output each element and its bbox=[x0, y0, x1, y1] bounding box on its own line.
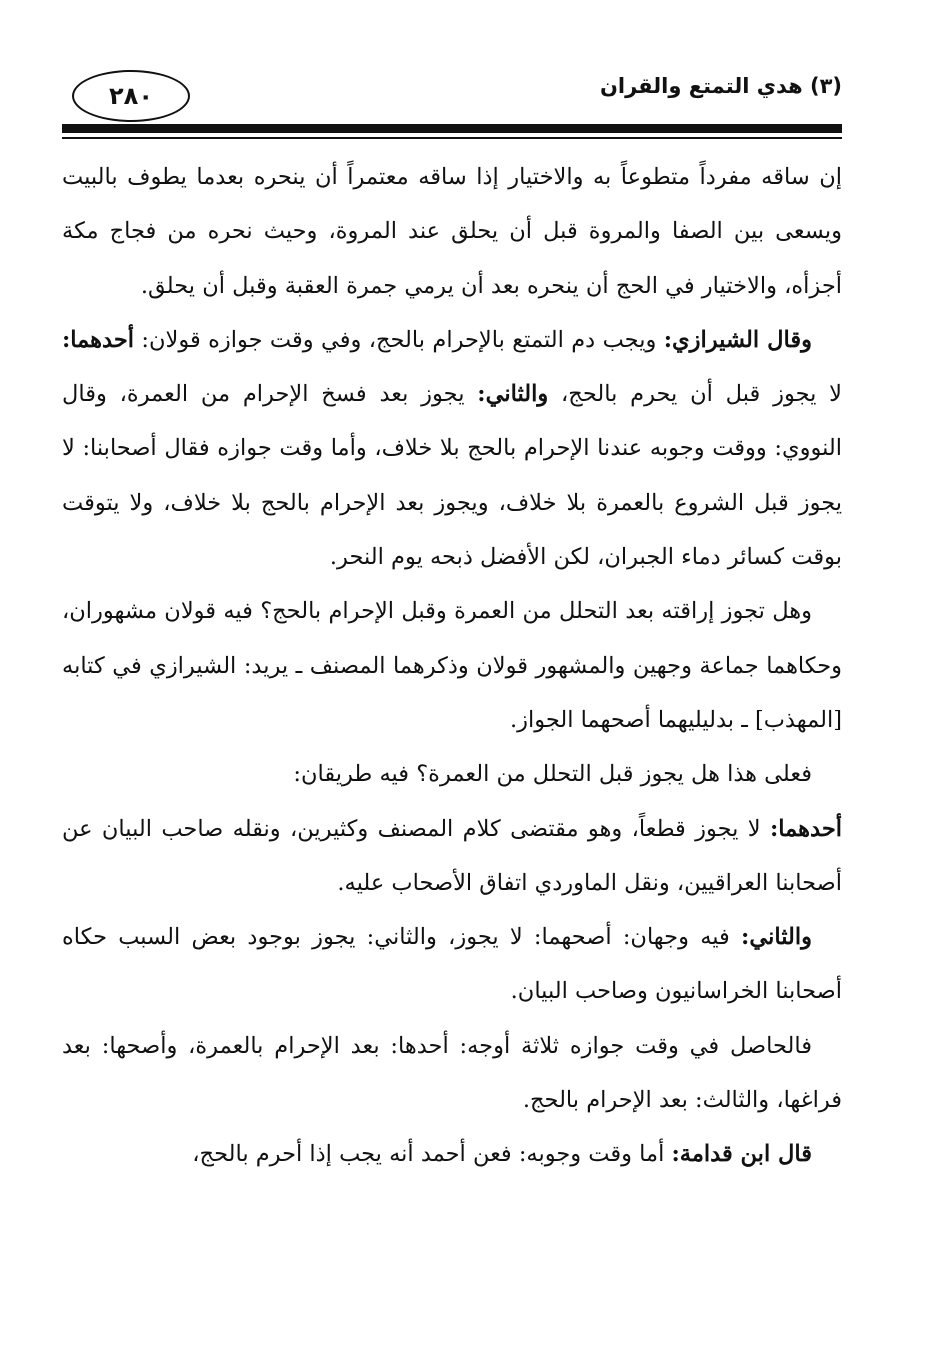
paragraph-5 bbox=[62, 802, 842, 911]
paragraph-text: فيه وجهان: أصحهما: لا يجوز، والثاني: يجوز بوجود بعض السبب حكاه أصحابنا الخراسانيون وصاحب البيان. bbox=[62, 924, 842, 1005]
paragraph-text: أما وقت وجوبه: فعن أحمد أنه يجب إذا أحرم بالحج، bbox=[192, 1141, 672, 1168]
paragraph-3 bbox=[62, 584, 842, 747]
paragraph-text: فعلى هذا هل يجوز قبل التحلل من العمرة؟ فيه طريقان: bbox=[293, 761, 812, 788]
running-title: (٣) هدي التمتع والقران bbox=[600, 74, 842, 98]
paragraph-6 bbox=[62, 910, 842, 1019]
paragraph-8 bbox=[62, 1127, 842, 1181]
paragraph-2 bbox=[62, 313, 842, 584]
paragraph-4 bbox=[62, 747, 842, 801]
paragraph-text: إن ساقه مفرداً متطوعاً به والاختيار إذا ساقه معتمراً أن ينحره بعدما يطوف بالبيت ويسعى بين الصفا والمروة قبل أن يحلق عند المروة، وحيث نحره من فجاج مكة أجزأه، والاختيار في الحج أن ينحره بعد أن يرمي جمرة العقبة وقبل أن يحلق. bbox=[62, 164, 842, 299]
paragraph-text: ويجب دم التمتع بالإحرام بالحج، وفي وقت جوازه قولان: bbox=[134, 326, 664, 353]
page-body bbox=[62, 150, 842, 1182]
page-number: ٢٨٠ bbox=[72, 70, 190, 122]
header-rule-thick bbox=[62, 124, 842, 133]
paragraph-lead: أحدهما: bbox=[62, 326, 135, 353]
header-rule-thin bbox=[62, 137, 842, 139]
paragraph-text: وهل تجوز إراقته بعد التحلل من العمرة وقبل الإحرام بالحج؟ فيه قولان مشهوران، وحكاهما جماعة وجهين والمشهور قولان وذكرهما المصنف ـ يريد: الشيرازي في كتابه [المهذب] ـ بدليليهما أصحهما الجواز. bbox=[62, 598, 842, 733]
paragraph-lead: قال ابن قدامة: bbox=[671, 1141, 812, 1168]
paragraph-text: لا يجوز قطعاً، وهو مقتضى كلام المصنف وكثيرين، ونقله صاحب البيان عن أصحابنا العراقيين، ونقل الماوردي اتفاق الأصحاب عليه. bbox=[62, 815, 842, 896]
paragraph-lead: وقال الشيرازي: bbox=[663, 326, 812, 353]
paragraph-lead: أحدهما: bbox=[769, 815, 842, 842]
paragraph-lead: والثاني: bbox=[477, 381, 549, 408]
paragraph-text: لا يجوز قبل أن يحرم بالحج، bbox=[548, 381, 842, 408]
paragraph-lead: والثاني: bbox=[741, 924, 812, 951]
paragraph-text: فالحاصل في وقت جوازه ثلاثة أوجه: أحدها: بعد الإحرام بالعمرة، وأصحها: بعد فراغها، والثالث: بعد الإحرام بالحج. bbox=[62, 1032, 842, 1114]
paragraph-1 bbox=[62, 150, 842, 313]
paragraph-7 bbox=[62, 1019, 842, 1128]
paragraph-text: يجوز بعد فسخ الإحرام من العمرة، وقال النووي: ووقت وجوبه عندنا الإحرام بالحج بلا خلاف، وأما وقت جوازه فقال أصحابنا: لا يجوز قبل الشروع بالعمرة بلا خلاف، ويجوز بعد الإحرام بالحج بلا خلاف، ولا يتوقت بوقت كسائر دماء الجبران، لكن الأفضل ذبحه يوم النحر. bbox=[62, 381, 842, 571]
